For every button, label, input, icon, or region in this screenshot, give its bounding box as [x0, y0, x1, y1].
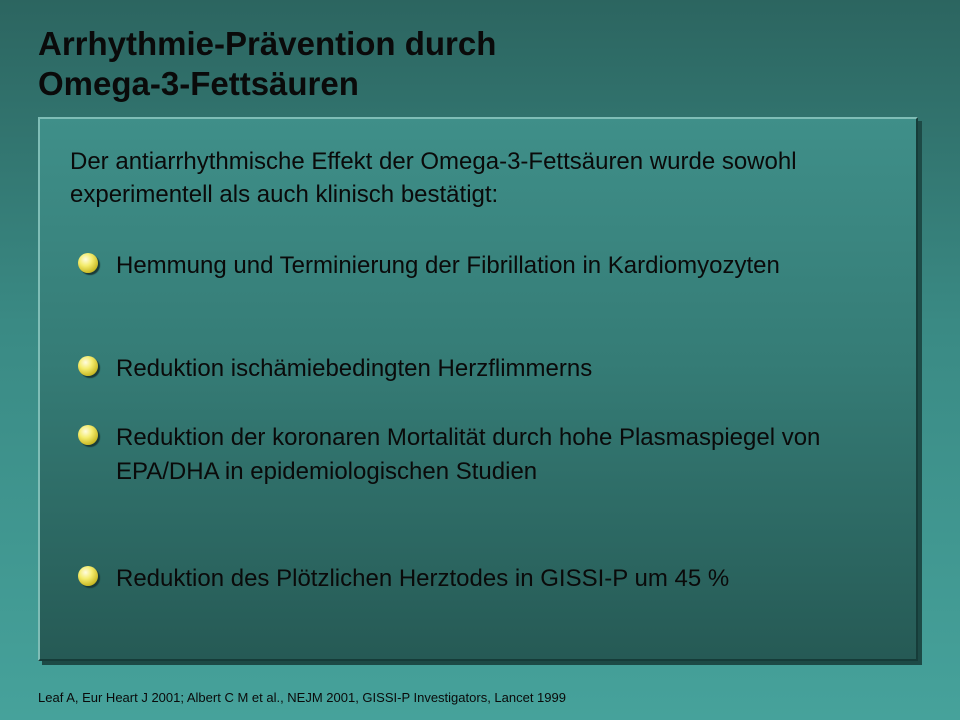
bullet-icon [78, 566, 98, 586]
references-footer: Leaf A, Eur Heart J 2001; Albert C M et al., NEJM 2001, GISSI-P Investigators, Lancet 1999 [38, 690, 566, 705]
slide-title [38, 24, 496, 104]
slide-title-line-1: Arrhythmie-Prävention durch [38, 25, 497, 62]
bullet-icon [78, 356, 98, 376]
slide-title-line-2: Omega-3-Fettsäuren [38, 65, 359, 102]
bullet-text: Reduktion der koronaren Mortalität durch hohe Plasmaspiegel von EPA/DHA in epidemiologischen Studien [116, 424, 821, 485]
intro-text: Der antiarrhythmische Effekt der Omega-3-Fettsäuren wurde sowohl experimentell als auch klinisch bestätigt: [70, 148, 797, 208]
bullet-icon [78, 253, 98, 273]
bullet-text: Hemmung und Terminierung der Fibrillation in Kardiomyozyten [116, 252, 780, 279]
bullet-text: Reduktion des Plötzlichen Herztodes in GISSI-P um 45 % [116, 565, 730, 592]
content-panel [38, 117, 918, 661]
bullet-text: Reduktion ischämiebedingten Herzflimmerns [116, 355, 593, 382]
bullet-icon [78, 425, 98, 445]
